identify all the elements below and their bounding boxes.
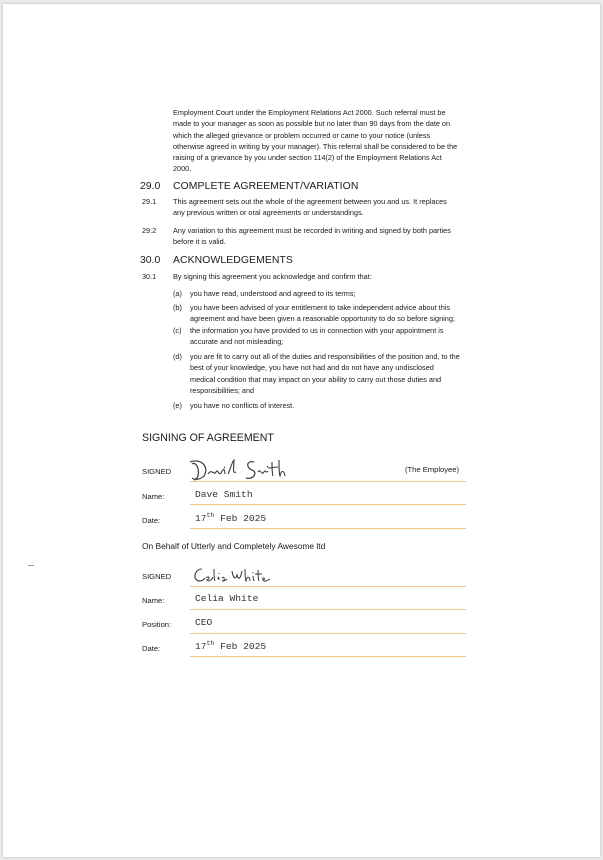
date-line: [190, 528, 466, 529]
section-30-title: ACKNOWLEDGEMENTS: [173, 255, 293, 266]
date-line: [190, 656, 466, 657]
section-29-title: COMPLETE AGREEMENT/VARIATION: [173, 181, 359, 192]
name-line: [190, 504, 466, 505]
employee-signature: [188, 456, 288, 484]
section-29-number: 29.0: [140, 181, 161, 192]
intro-line: 2000.: [173, 164, 192, 174]
clause-29-2-text: [173, 225, 493, 248]
signing-heading: SIGNING OF AGREEMENT: [142, 432, 274, 444]
item-letter: (b): [173, 303, 182, 312]
item-line: agreement and have been given a reasonable opportunity to do so before signing;: [190, 314, 455, 324]
item-letter: (a): [173, 289, 182, 298]
employee-date-value: [195, 512, 266, 524]
company-position-value: CEO: [195, 617, 213, 628]
intro-line: Employment Court under the Employment Relations Act 2000. Such referral must be: [173, 108, 446, 117]
item-line: you have been advised of your entitlement to take independent advice about this: [190, 303, 451, 312]
list-item: [190, 325, 495, 348]
clause-line: any previous written or oral agreements or understandings.: [173, 208, 364, 218]
date-day: 17: [195, 641, 207, 653]
item-letter: (e): [173, 401, 182, 410]
clause-29-2-number: 29.2: [142, 226, 157, 235]
company-signature: [192, 565, 272, 587]
name-line: [190, 609, 466, 610]
clause-line: before it is valid.: [173, 237, 226, 247]
employee-role-note: (The Employee): [405, 465, 460, 474]
intro-line: raising of a grievance by you under section 114(2) of the Employment Relations Act: [173, 153, 442, 163]
clause-30-1-number: 30.1: [142, 272, 157, 281]
item-line: best of your knowledge, you have not had and do not have any undisclosed: [190, 363, 434, 373]
list-item: [190, 400, 495, 411]
employee-name-label: Name:: [142, 492, 165, 501]
company-signed-label: SIGNED: [142, 572, 172, 581]
item-letter: (c): [173, 326, 182, 335]
date-day: 17: [195, 513, 207, 525]
scan-mark: [28, 565, 34, 566]
clause-line: Any variation to this agreement must be recorded in writing and signed by both parties: [173, 226, 451, 235]
intro-line: otherwise agreed in writing by your manager). This referral shall be considered to be the: [173, 141, 458, 151]
list-item: [190, 302, 495, 325]
company-name-label: Name:: [142, 596, 165, 605]
clause-29-1-text: [173, 196, 493, 219]
company-heading: On Behalf of Utterly and Completely Awesome ltd: [142, 541, 326, 551]
date-suffix: th: [206, 640, 215, 647]
company-date-value: [195, 640, 266, 652]
company-date-label: Date:: [142, 644, 161, 653]
clause-29-1-number: 29.1: [142, 197, 157, 206]
company-name-value: Celia White: [195, 593, 259, 604]
item-line: you have read, understood and agreed to its terms;: [190, 289, 356, 298]
intro-paragraph: [173, 107, 493, 175]
intro-line: made to your manager as soon as possible but no later than 90 days from the date on: [173, 119, 451, 129]
item-line: responsibilities; and: [190, 385, 255, 395]
employee-date-label: Date:: [142, 516, 161, 525]
signature-line: [190, 586, 466, 587]
date-rest: Feb 2025: [214, 513, 267, 525]
item-line: you are fit to carry out all of the duties and responsibilities of the position and, to the: [190, 352, 460, 361]
clause-30-1-text: By signing this agreement you acknowledge and confirm that:: [173, 272, 372, 281]
date-suffix: th: [206, 512, 215, 519]
date-rest: Feb 2025: [214, 641, 267, 653]
clause-line: This agreement sets out the whole of the agreement between you and us. It replaces: [173, 197, 447, 206]
employee-signed-label: SIGNED: [142, 467, 172, 476]
list-item: [190, 288, 495, 299]
intro-line: which the alleged grievance or problem occurred or came to your notice (unless: [173, 130, 431, 140]
item-line: the information you have provided to us in connection with your appointment is: [190, 326, 444, 335]
item-letter: (d): [173, 352, 182, 361]
section-30-number: 30.0: [140, 255, 161, 266]
company-position-label: Position:: [142, 620, 172, 629]
list-item: [190, 351, 495, 396]
employee-name-value: Dave Smith: [195, 489, 253, 500]
item-line: medical condition that may impact on your ability to carry out those duties and: [190, 374, 442, 384]
position-line: [190, 633, 466, 634]
item-line: accurate and not misleading;: [190, 337, 284, 347]
signature-line: [190, 481, 466, 482]
item-line: you have no conflicts of interest.: [190, 401, 295, 410]
